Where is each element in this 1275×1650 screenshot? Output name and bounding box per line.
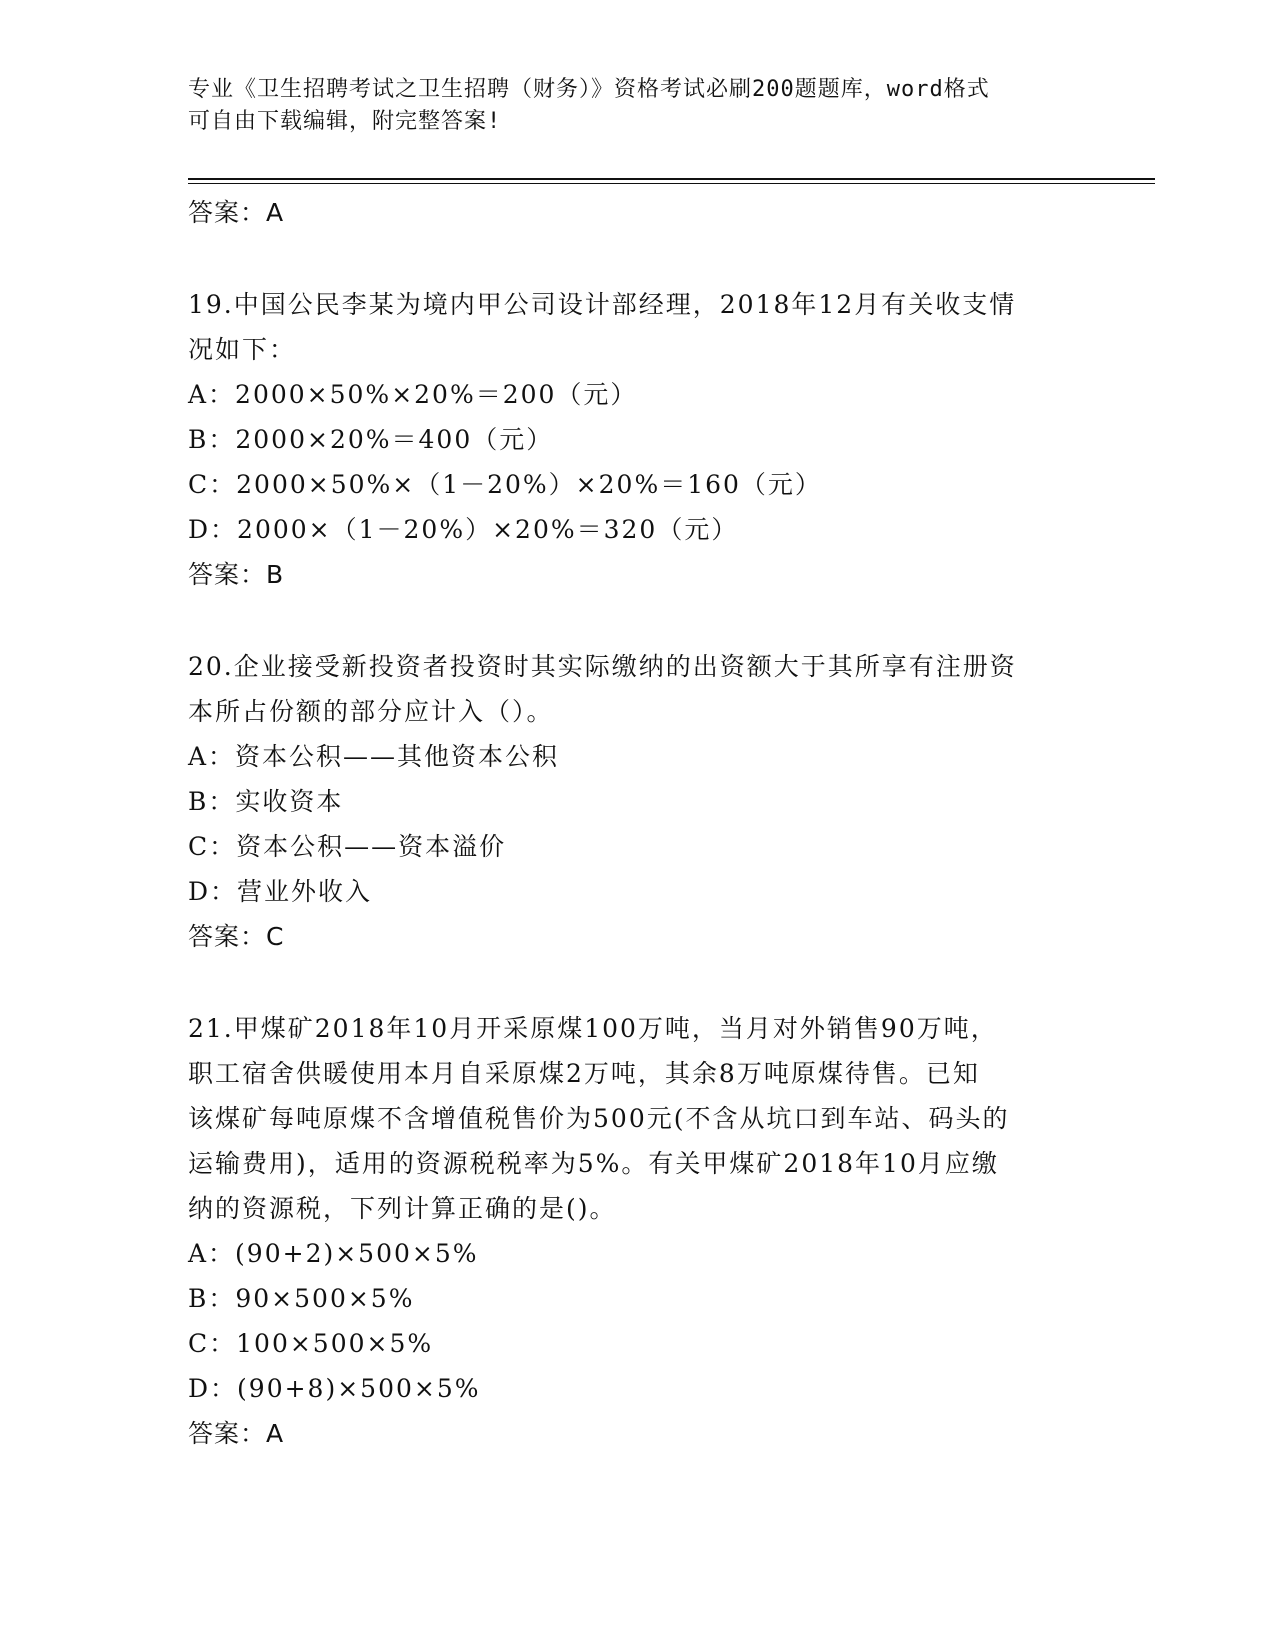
answer: 答案：C xyxy=(188,922,285,951)
option-d: D：(90+8)×500×5% xyxy=(188,1374,481,1403)
option-b: B：2000×20%＝400（元） xyxy=(188,425,554,454)
answer: 答案：B xyxy=(188,560,285,589)
question-stem-line: 纳的资源税，下列计算正确的是()。 xyxy=(188,1194,617,1223)
question-stem-line: 20.企业接受新投资者投资时其实际缴纳的出资额大于其所享有注册资 xyxy=(188,652,1017,681)
question-stem-line: 运输费用)，适用的资源税税率为5%。有关甲煤矿2018年10月应缴 xyxy=(188,1149,999,1178)
question-20 xyxy=(188,644,1088,959)
document-body xyxy=(188,190,1088,1456)
answer-previous: 答案：A xyxy=(188,198,285,227)
question-stem-line: 职工宿舍供暖使用本月自采原煤2万吨，其余8万吨原煤待售。已知 xyxy=(188,1059,980,1088)
question-21 xyxy=(188,1006,1088,1456)
question-stem-line: 19.中国公民李某为境内甲公司设计部经理，2018年12月有关收支情 xyxy=(188,290,1017,319)
option-a: A：资本公积——其他资本公积 xyxy=(188,742,560,771)
option-d: D：2000×（1－20%）×20%＝320（元） xyxy=(188,515,739,544)
option-c: C：2000×50%×（1－20%）×20%＝160（元） xyxy=(188,470,822,499)
question-19 xyxy=(188,282,1088,597)
option-d: D：营业外收入 xyxy=(188,877,373,906)
option-b: B：90×500×5% xyxy=(188,1284,415,1313)
question-stem-line: 况如下： xyxy=(188,335,297,364)
question-stem-line: 本所占份额的部分应计入（）。 xyxy=(188,697,554,726)
option-a: A：(90+2)×500×5% xyxy=(188,1239,479,1268)
header-rule-thin xyxy=(188,183,1155,184)
document-header xyxy=(188,74,1088,138)
header-line-2: 可自由下载编辑，附完整答案! xyxy=(188,109,502,134)
question-stem-line: 21.甲煤矿2018年10月开采原煤100万吨，当月对外销售90万吨， xyxy=(188,1014,998,1043)
option-c: C：100×500×5% xyxy=(188,1329,434,1358)
header-rule-thick xyxy=(188,178,1155,180)
option-c: C：资本公积——资本溢价 xyxy=(188,832,507,861)
header-line-1: 专业《卫生招聘考试之卫生招聘（财务）》资格考试必刷200题题库，word格式 xyxy=(188,77,990,102)
question-stem-line: 该煤矿每吨原煤不含增值税售价为500元(不含从坑口到车站、码头的 xyxy=(188,1104,1010,1133)
answer: 答案：A xyxy=(188,1419,285,1448)
option-a: A：2000×50%×20%＝200（元） xyxy=(188,380,638,409)
option-b: B：实收资本 xyxy=(188,787,344,816)
